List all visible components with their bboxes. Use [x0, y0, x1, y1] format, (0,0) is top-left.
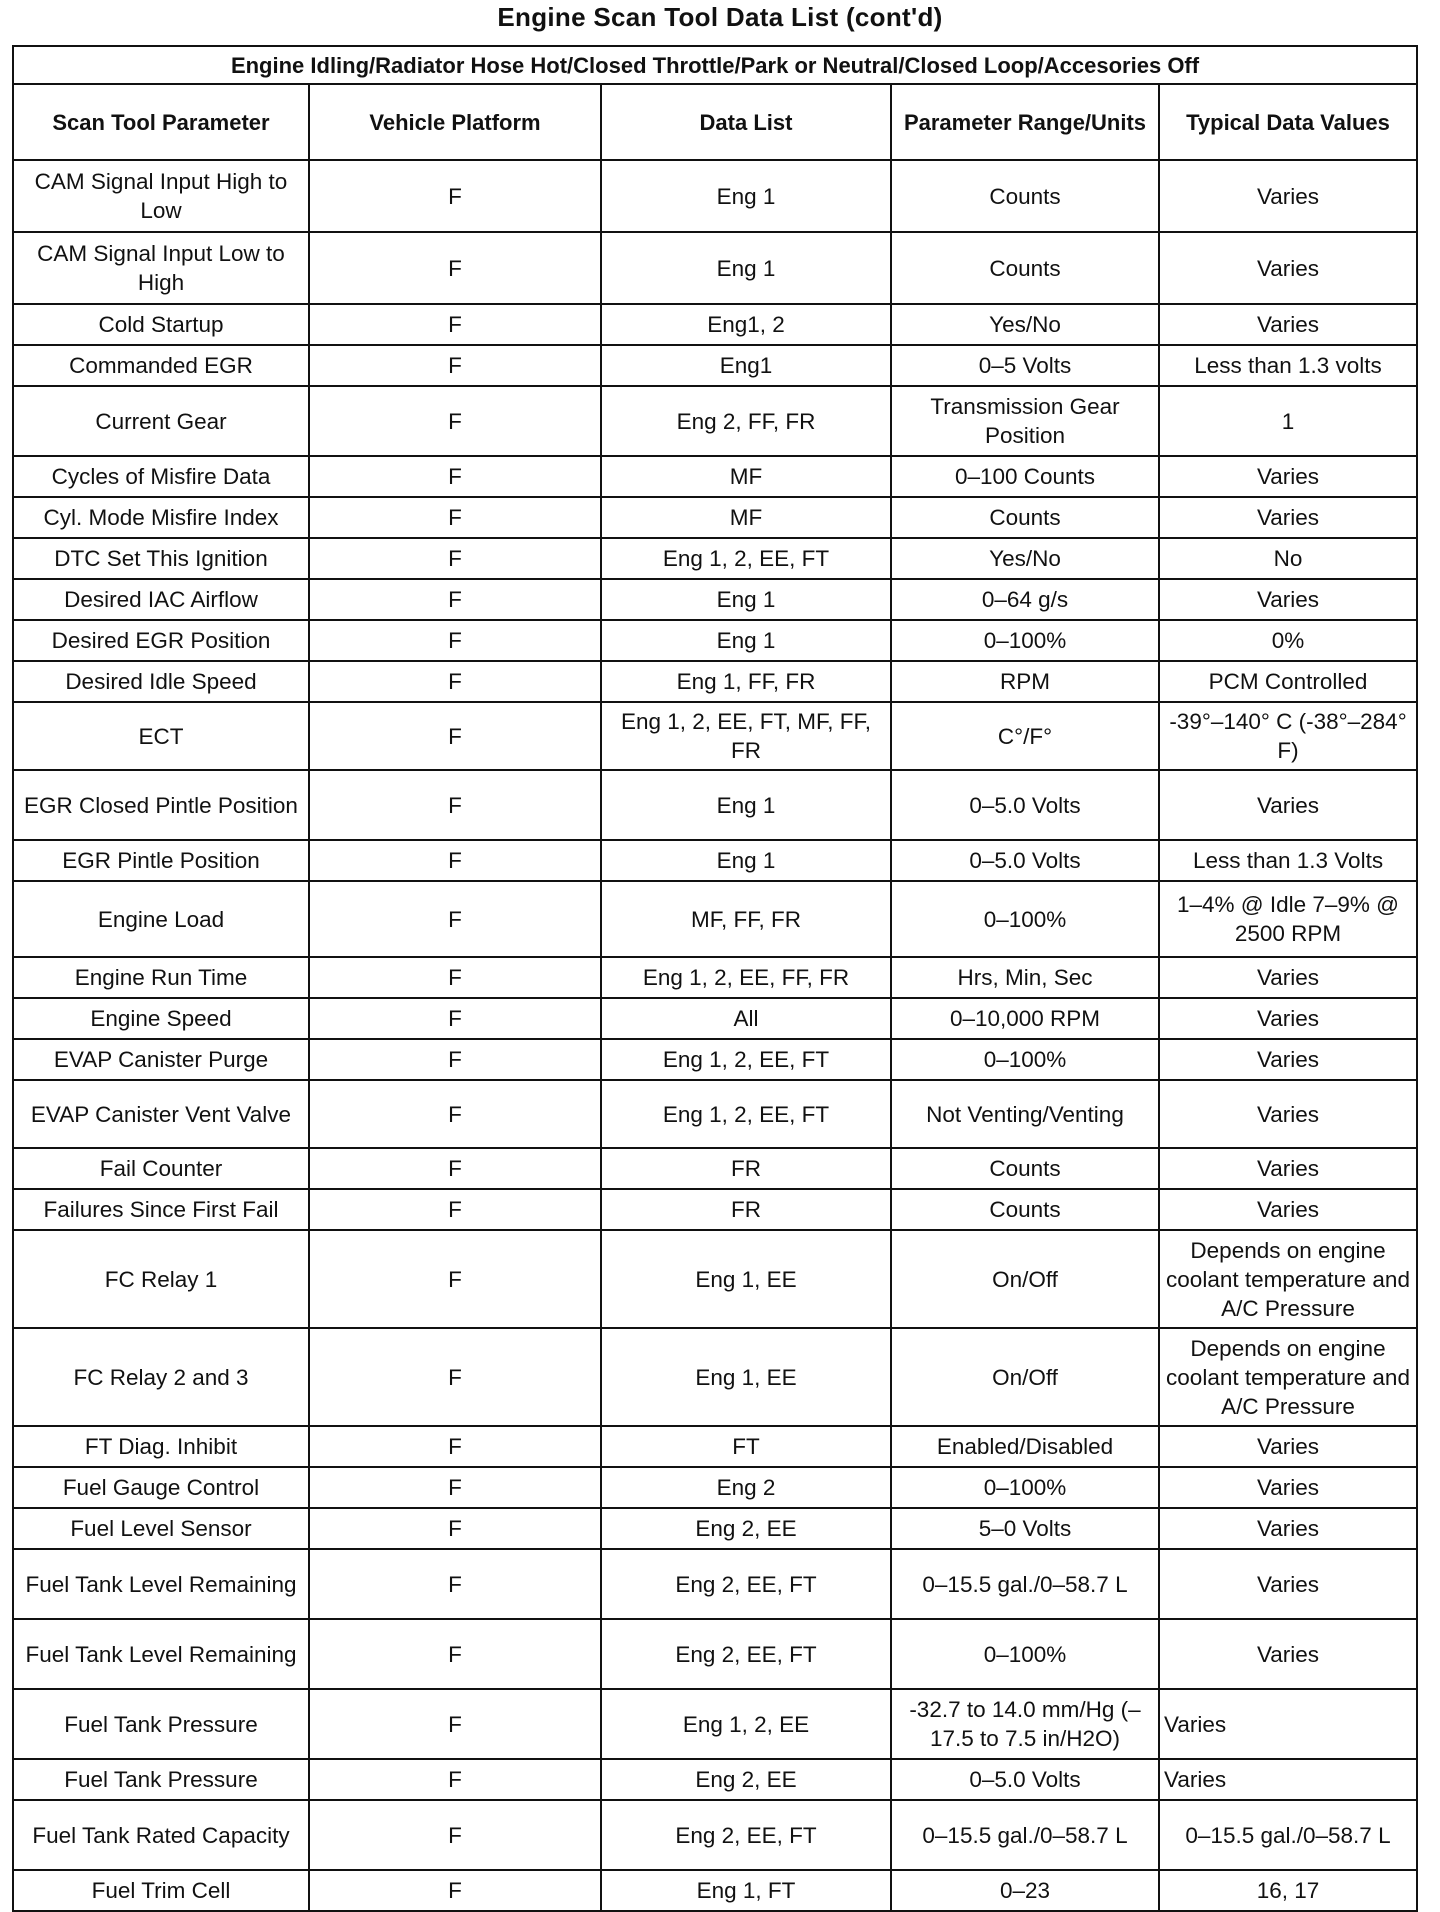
table-row	[13, 386, 1417, 456]
table-cell: F	[309, 160, 601, 232]
table-cell: 0–100%	[891, 620, 1159, 661]
table-row	[13, 538, 1417, 579]
table-row	[13, 1426, 1417, 1467]
table-cell: 0%	[1159, 620, 1417, 661]
table-cell: Counts	[891, 1148, 1159, 1189]
table-cell: Eng 1, 2, EE, FF, FR	[601, 957, 891, 998]
table-cell: Depends on engine coolant temperature and A/C Pressure	[1159, 1230, 1417, 1328]
table-cell: Eng 1, 2, EE, FT	[601, 1039, 891, 1080]
table-row	[13, 661, 1417, 702]
table-cell: Not Venting/Venting	[891, 1080, 1159, 1148]
table-cell: On/Off	[891, 1230, 1159, 1328]
table-cell: F	[309, 497, 601, 538]
table-cell: CAM Signal Input Low to High	[13, 232, 309, 304]
table-cell: Eng 1, 2, EE, FT	[601, 538, 891, 579]
table-cell: Yes/No	[891, 538, 1159, 579]
table-cell: Varies	[1159, 497, 1417, 538]
table-cell: Varies	[1159, 957, 1417, 998]
table-cell: Hrs, Min, Sec	[891, 957, 1159, 998]
table-cell: F	[309, 840, 601, 881]
table-cell: Fuel Tank Rated Capacity	[13, 1800, 309, 1870]
table-cell: Varies	[1159, 1189, 1417, 1230]
table-cell: Fuel Tank Pressure	[13, 1689, 309, 1759]
table-cell: Varies	[1159, 1467, 1417, 1508]
table-cell: 16, 17	[1159, 1870, 1417, 1911]
table-cell: DTC Set This Ignition	[13, 538, 309, 579]
table-cell: FC Relay 2 and 3	[13, 1328, 309, 1426]
table-row	[13, 1549, 1417, 1619]
table-cell: Varies	[1159, 579, 1417, 620]
table-cell: 0–64 g/s	[891, 579, 1159, 620]
table-cell: Yes/No	[891, 304, 1159, 345]
table-cell: F	[309, 538, 601, 579]
table-cell: Enabled/Disabled	[891, 1426, 1159, 1467]
table-cell: Desired EGR Position	[13, 620, 309, 661]
table-row	[13, 456, 1417, 497]
table-cell: F	[309, 1039, 601, 1080]
table-cell: Fuel Gauge Control	[13, 1467, 309, 1508]
table-row	[13, 160, 1417, 232]
table-cell: Varies	[1159, 770, 1417, 840]
table-cell: Eng 1, EE	[601, 1230, 891, 1328]
table-cell: F	[309, 1328, 601, 1426]
table-cell: MF, FF, FR	[601, 881, 891, 957]
table-cell: F	[309, 456, 601, 497]
table-cell: 0–100%	[891, 881, 1159, 957]
table-cell: 0–5.0 Volts	[891, 1759, 1159, 1800]
table-row	[13, 702, 1417, 770]
table-row	[13, 998, 1417, 1039]
table-cell: Cyl. Mode Misfire Index	[13, 497, 309, 538]
table-cell: On/Off	[891, 1328, 1159, 1426]
table-row	[13, 1870, 1417, 1911]
table-cell: Eng 1	[601, 579, 891, 620]
condition-header: Engine Idling/Radiator Hose Hot/Closed Throttle/Park or Neutral/Closed Loop/Accesories Off	[13, 46, 1417, 84]
table-row	[13, 304, 1417, 345]
table-cell: F	[309, 957, 601, 998]
table-cell: Eng 2, EE	[601, 1508, 891, 1549]
table-row	[13, 345, 1417, 386]
column-header: Parameter Range/Units	[891, 84, 1159, 160]
table-cell: 0–15.5 gal./0–58.7 L	[1159, 1800, 1417, 1870]
column-header: Scan Tool Parameter	[13, 84, 309, 160]
table-cell: Engine Run Time	[13, 957, 309, 998]
table-cell: F	[309, 1189, 601, 1230]
table-cell: F	[309, 1549, 601, 1619]
table-cell: Varies	[1159, 304, 1417, 345]
table-cell: 0–100%	[891, 1619, 1159, 1689]
table-cell: -39°–140° C (-38°–284° F)	[1159, 702, 1417, 770]
table-cell: Varies	[1159, 1549, 1417, 1619]
table-cell: 0–5.0 Volts	[891, 840, 1159, 881]
table-cell: Eng 2, EE	[601, 1759, 891, 1800]
table-cell: Eng 1	[601, 840, 891, 881]
table-cell: CAM Signal Input High to Low	[13, 160, 309, 232]
table-cell: Commanded EGR	[13, 345, 309, 386]
table-cell: Varies	[1159, 1426, 1417, 1467]
table-cell: F	[309, 579, 601, 620]
table-cell: FR	[601, 1189, 891, 1230]
table-cell: F	[309, 386, 601, 456]
table-cell: F	[309, 1800, 601, 1870]
table-cell: F	[309, 1619, 601, 1689]
table-cell: Engine Load	[13, 881, 309, 957]
table-row	[13, 1508, 1417, 1549]
table-row	[13, 770, 1417, 840]
table-cell: FT Diag. Inhibit	[13, 1426, 309, 1467]
table-cell: 0–5.0 Volts	[891, 770, 1159, 840]
table-row	[13, 1039, 1417, 1080]
table-row	[13, 579, 1417, 620]
table-cell: ECT	[13, 702, 309, 770]
table-cell: F	[309, 620, 601, 661]
table-cell: Fuel Tank Level Remaining	[13, 1619, 309, 1689]
table-row	[13, 497, 1417, 538]
table-cell: All	[601, 998, 891, 1039]
table-cell: No	[1159, 538, 1417, 579]
table-cell: F	[309, 1467, 601, 1508]
table-cell: F	[309, 345, 601, 386]
table-row	[13, 840, 1417, 881]
table-cell: Eng 2, EE, FT	[601, 1800, 891, 1870]
table-cell: Fuel Trim Cell	[13, 1870, 309, 1911]
table-cell: Eng 1	[601, 770, 891, 840]
table-cell: RPM	[891, 661, 1159, 702]
table-cell: Counts	[891, 1189, 1159, 1230]
table-cell: Desired IAC Airflow	[13, 579, 309, 620]
table-cell: 0–15.5 gal./0–58.7 L	[891, 1800, 1159, 1870]
column-header: Vehicle Platform	[309, 84, 601, 160]
column-header: Typical Data Values	[1159, 84, 1417, 160]
table-cell: F	[309, 1230, 601, 1328]
table-row	[13, 1189, 1417, 1230]
table-cell: Eng 2, EE, FT	[601, 1619, 891, 1689]
table-cell: F	[309, 661, 601, 702]
table-cell: Counts	[891, 160, 1159, 232]
table-cell: Varies	[1159, 1039, 1417, 1080]
table-cell: F	[309, 1080, 601, 1148]
table-cell: F	[309, 881, 601, 957]
table-cell: -32.7 to 14.0 mm/Hg (–17.5 to 7.5 in/H2O)	[891, 1689, 1159, 1759]
table-cell: F	[309, 702, 601, 770]
table-cell: F	[309, 998, 601, 1039]
table-cell: Eng 2, EE, FT	[601, 1549, 891, 1619]
table-row	[13, 232, 1417, 304]
table-cell: Eng 1, 2, EE, FT, MF, FF, FR	[601, 702, 891, 770]
table-cell: Eng 1, EE	[601, 1328, 891, 1426]
table-cell: 0–100 Counts	[891, 456, 1159, 497]
table-cell: Desired Idle Speed	[13, 661, 309, 702]
table-cell: Engine Speed	[13, 998, 309, 1039]
table-cell: F	[309, 1870, 601, 1911]
table-row	[13, 1759, 1417, 1800]
table-row	[13, 620, 1417, 661]
table-cell: Varies	[1159, 1689, 1417, 1759]
table-cell: Varies	[1159, 232, 1417, 304]
table-cell: EVAP Canister Vent Valve	[13, 1080, 309, 1148]
page-title: Engine Scan Tool Data List (cont'd)	[497, 2, 943, 32]
table-cell: Eng1	[601, 345, 891, 386]
table-cell: Varies	[1159, 1508, 1417, 1549]
table-cell: MF	[601, 497, 891, 538]
table-cell: 0–5 Volts	[891, 345, 1159, 386]
table-row	[13, 1800, 1417, 1870]
table-cell: Eng 1, FF, FR	[601, 661, 891, 702]
table-cell: 0–23	[891, 1870, 1159, 1911]
table-cell: Cold Startup	[13, 304, 309, 345]
column-header-row	[13, 84, 1417, 160]
table-cell: F	[309, 1148, 601, 1189]
table-cell: PCM Controlled	[1159, 661, 1417, 702]
table-cell: Varies	[1159, 1619, 1417, 1689]
table-cell: Less than 1.3 volts	[1159, 345, 1417, 386]
table-cell: Eng 1	[601, 620, 891, 661]
scan-tool-data-table	[12, 45, 1418, 1912]
column-header: Data List	[601, 84, 891, 160]
table-cell: Failures Since First Fail	[13, 1189, 309, 1230]
table-cell: Varies	[1159, 456, 1417, 497]
table-cell: FT	[601, 1426, 891, 1467]
table-cell: Fail Counter	[13, 1148, 309, 1189]
table-cell: Varies	[1159, 998, 1417, 1039]
table-cell: Eng 1, 2, EE	[601, 1689, 891, 1759]
table-cell: 0–100%	[891, 1039, 1159, 1080]
table-cell: FC Relay 1	[13, 1230, 309, 1328]
table-cell: EVAP Canister Purge	[13, 1039, 309, 1080]
table-cell: Eng 1, FT	[601, 1870, 891, 1911]
table-cell: Eng 1	[601, 160, 891, 232]
condition-row	[13, 46, 1417, 84]
table-cell: Eng 1	[601, 232, 891, 304]
table-cell: Fuel Level Sensor	[13, 1508, 309, 1549]
table-cell: F	[309, 232, 601, 304]
table-row	[13, 1230, 1417, 1328]
table-cell: 1	[1159, 386, 1417, 456]
table-cell: Varies	[1159, 1080, 1417, 1148]
table-cell: MF	[601, 456, 891, 497]
table-cell: EGR Pintle Position	[13, 840, 309, 881]
table-row	[13, 957, 1417, 998]
table-cell: Cycles of Misfire Data	[13, 456, 309, 497]
table-row	[13, 1619, 1417, 1689]
table-row	[13, 881, 1417, 957]
table-cell: Varies	[1159, 160, 1417, 232]
table-cell: Counts	[891, 232, 1159, 304]
table-cell: Transmission Gear Position	[891, 386, 1159, 456]
table-cell: F	[309, 1689, 601, 1759]
table-cell: C°/F°	[891, 702, 1159, 770]
table-cell: Varies	[1159, 1759, 1417, 1800]
table-row	[13, 1148, 1417, 1189]
table-cell: EGR Closed Pintle Position	[13, 770, 309, 840]
table-cell: Less than 1.3 Volts	[1159, 840, 1417, 881]
table-cell: Fuel Tank Level Remaining	[13, 1549, 309, 1619]
table-cell: Fuel Tank Pressure	[13, 1759, 309, 1800]
table-cell: F	[309, 1426, 601, 1467]
table-row	[13, 1328, 1417, 1426]
table-cell: Eng1, 2	[601, 304, 891, 345]
table-cell: FR	[601, 1148, 891, 1189]
table-cell: Counts	[891, 497, 1159, 538]
table-cell: 0–15.5 gal./0–58.7 L	[891, 1549, 1159, 1619]
table-cell: Depends on engine coolant temperature and A/C Pressure	[1159, 1328, 1417, 1426]
table-cell: Eng 1, 2, EE, FT	[601, 1080, 891, 1148]
table-cell: F	[309, 1759, 601, 1800]
table-cell: F	[309, 770, 601, 840]
table-row	[13, 1689, 1417, 1759]
table-cell: Eng 2	[601, 1467, 891, 1508]
table-cell: Varies	[1159, 1148, 1417, 1189]
table-cell: 0–10,000 RPM	[891, 998, 1159, 1039]
table-row	[13, 1467, 1417, 1508]
table-cell: Current Gear	[13, 386, 309, 456]
table-cell: F	[309, 1508, 601, 1549]
table-cell: 5–0 Volts	[891, 1508, 1159, 1549]
table-cell: 0–100%	[891, 1467, 1159, 1508]
table-row	[13, 1080, 1417, 1148]
table-cell: 1–4% @ Idle 7–9% @ 2500 RPM	[1159, 881, 1417, 957]
table-cell: Eng 2, FF, FR	[601, 386, 891, 456]
table-cell: F	[309, 304, 601, 345]
